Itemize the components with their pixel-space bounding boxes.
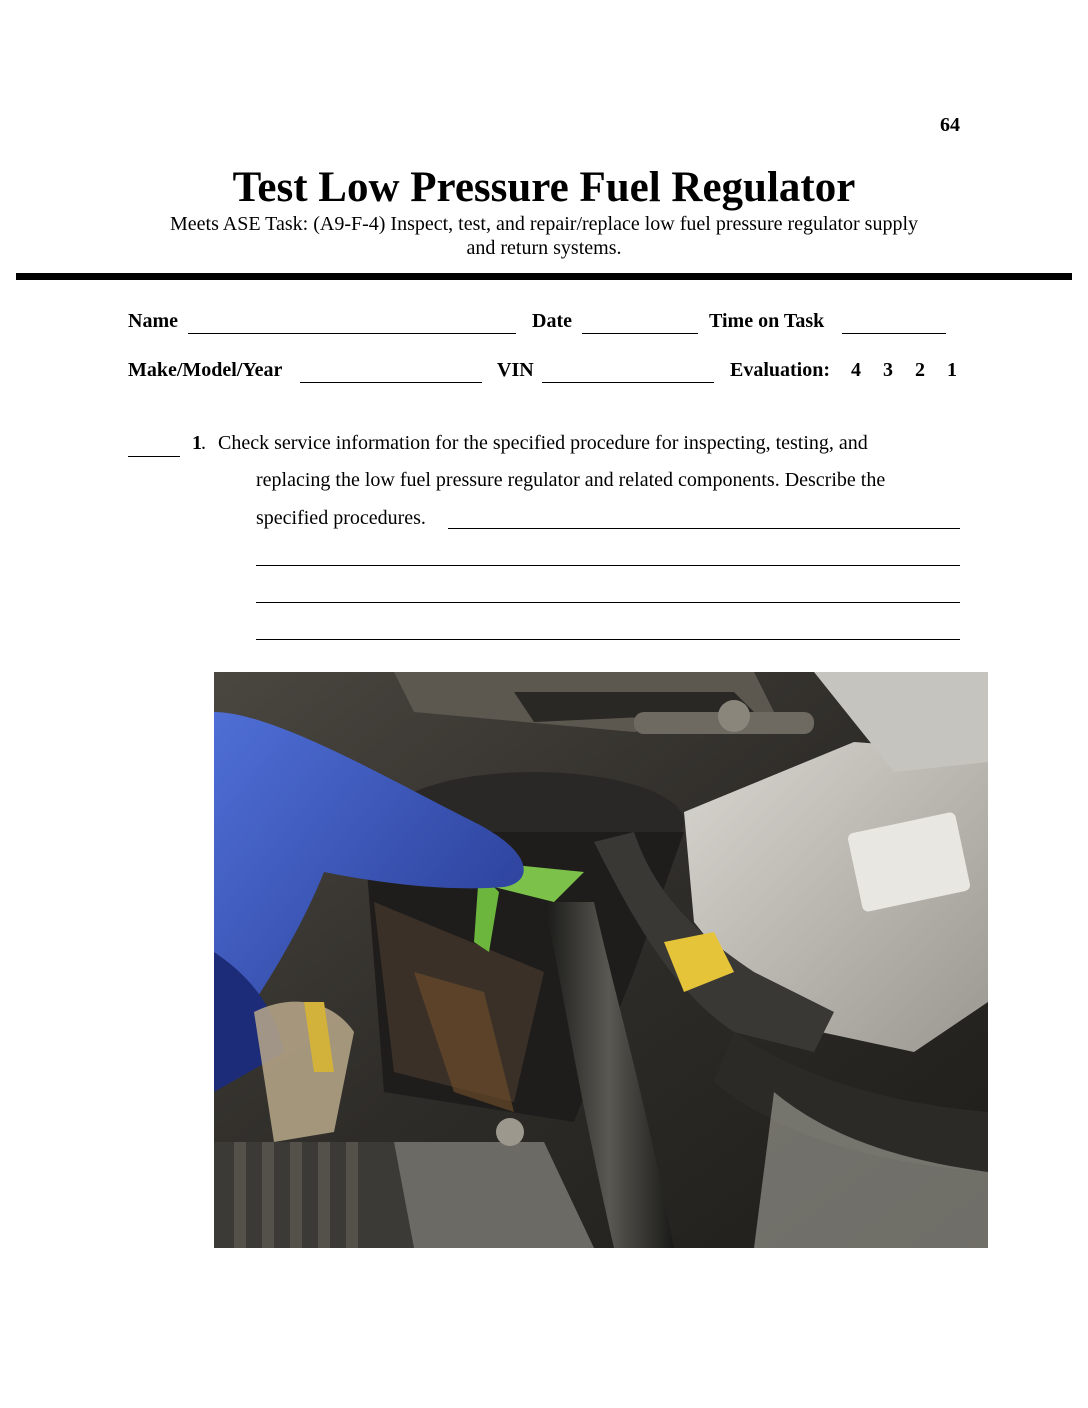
date-label: Date: [532, 310, 572, 332]
step-1-checkbox-line[interactable]: [128, 434, 180, 457]
step-1-text-line-3: specified procedures.: [256, 507, 426, 529]
task-description: [120, 212, 968, 260]
task-description-line-1: Meets ASE Task: (A9-F-4) Inspect, test, and repair/replace low fuel pressure regulator supply: [169, 213, 919, 235]
answer-line-3[interactable]: [256, 602, 960, 603]
evaluation-score-1[interactable]: 1: [947, 359, 957, 381]
make-model-year-label: Make/Model/Year: [128, 359, 283, 381]
page-number: 64: [940, 114, 960, 136]
answer-line-2[interactable]: [256, 565, 960, 566]
evaluation-score-3[interactable]: 3: [883, 359, 893, 381]
page-title: Test Low Pressure Fuel Regulator: [232, 164, 856, 211]
header-divider: [16, 273, 1072, 280]
name-field[interactable]: [188, 311, 516, 334]
vin-label: VIN: [497, 359, 534, 381]
step-1-text-line-1: Check service information for the specified procedure for inspecting, testing, and: [218, 432, 868, 454]
step-1-text-line-2: replacing the low fuel pressure regulator and related components. Describe the: [256, 469, 886, 491]
vehicle-info-row: [128, 359, 968, 387]
make-model-year-field[interactable]: [300, 360, 482, 383]
step-1-period: .: [201, 432, 206, 454]
evaluation-label: Evaluation:: [730, 359, 831, 381]
student-info-row: [128, 310, 968, 338]
engine-fuel-filter-photo: [214, 672, 988, 1248]
time-on-task-field[interactable]: [842, 311, 946, 334]
answer-line-1[interactable]: [448, 528, 960, 529]
vin-field[interactable]: [542, 360, 714, 383]
name-label: Name: [128, 310, 178, 332]
step-1-number: 1: [192, 432, 202, 454]
evaluation-score-4[interactable]: 4: [851, 359, 861, 381]
time-on-task-label: Time on Task: [709, 310, 825, 332]
task-description-line-2: and return systems.: [466, 237, 622, 259]
evaluation-score-2[interactable]: 2: [915, 359, 925, 381]
answer-line-4[interactable]: [256, 639, 960, 640]
date-field[interactable]: [582, 311, 698, 334]
